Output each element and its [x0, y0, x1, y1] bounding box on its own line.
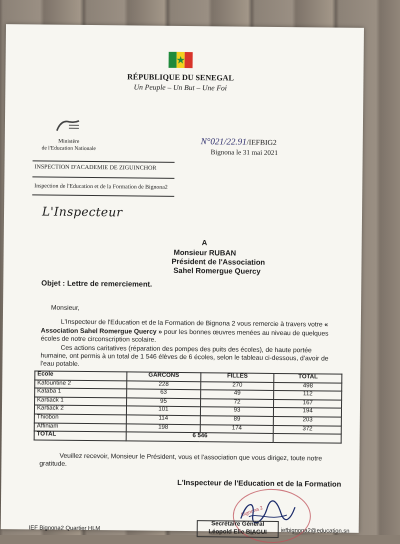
cell-garcons: 114 [126, 415, 200, 424]
star-icon [177, 56, 185, 64]
cell-total: 167 [274, 399, 342, 408]
paragraph-1-end: pour les bonnes œuvres menées au niveau de quelques écoles de notre circonscription scolaire. [40, 328, 329, 344]
salutation: Monsieur, [51, 304, 80, 312]
recipient-name: Monsieur RUBAN [173, 247, 237, 258]
recipient-title: Président de l'Association [171, 256, 266, 267]
signatory-title: L'Inspecteur de l'Education et de la Formation [177, 477, 342, 489]
col-ecole: Ecole [35, 371, 127, 381]
cell-garcons: 95 [127, 398, 201, 407]
cell-filles: 93 [200, 407, 274, 416]
ief-name: Inspection de l'Education et de la Formation de Bignona2 [34, 183, 168, 191]
col-total: TOTAL [274, 373, 342, 382]
cell-filles: 174 [200, 424, 274, 433]
cell-filles: 89 [200, 416, 274, 425]
date-line: Bignona le 31 mai 2021 [210, 148, 278, 157]
recipient-a: A [201, 238, 208, 248]
reference-suffix: /IEFBIG2 [246, 137, 277, 147]
footer-email: iefbignona2@education.sn [280, 528, 350, 535]
cell-total: 194 [274, 408, 342, 417]
closing-text: Veuillez recevoir, Monsieur le Président, vous et l'association que vous dirigez, toute notre gratitude. [39, 452, 323, 469]
secretary-title: Secrétaire Général [211, 521, 265, 528]
cell-total: 112 [274, 391, 342, 400]
col-garcons: GARCONS [127, 372, 201, 381]
cell-garcons: 228 [127, 381, 201, 390]
secretary-name: Léopold Elie BIAGUI [208, 528, 267, 536]
secretary-box [197, 520, 279, 538]
divider [33, 160, 175, 162]
paragraph-1 [41, 319, 341, 347]
senegal-flag-icon [169, 52, 193, 68]
divider [32, 176, 174, 178]
students-table [34, 370, 343, 443]
cell-ecole: Kartiack 2 [34, 405, 126, 415]
cell-ecole: Kataba 1 [35, 388, 127, 398]
ministry-line1: Ministère [58, 138, 80, 145]
cell-ecole: Thiobon [34, 414, 126, 424]
letter-page [1, 24, 364, 536]
ministry-name [37, 138, 101, 153]
cell-garcons: 101 [127, 406, 201, 415]
ministry-line2: de l'Education Nationale [41, 145, 96, 153]
cell-total: 372 [274, 425, 342, 434]
cell-filles: 72 [200, 398, 274, 407]
reference [201, 136, 277, 147]
footer-address: IEF Bignona2 Quartier HLM [28, 525, 101, 533]
paragraph-2: Ces actions caritatives (réparation des pompes des puits des écoles), de haute portée humaine, ont permis à un total de 1 546 élèves de 6 écoles, selon le tableau ci-dessous, d'avoir de l'eau potable. [40, 344, 329, 369]
cell-total: 203 [274, 416, 342, 425]
republic-title: RÉPUBLIQUE DU SENEGAL [127, 72, 234, 83]
cell-filles: 270 [200, 381, 274, 390]
cell-ecole: Affiniam [34, 423, 126, 433]
col-filles: FILLES [201, 373, 275, 382]
author-heading: L'Inspecteur [41, 204, 123, 220]
paragraph-1-start: L'Inspecteur de l'Education et de la Formation de Bignona 2 vous remercie à travers votre [60, 319, 325, 329]
cell-garcons: 198 [126, 423, 200, 432]
reference-number: N°021/22.91 [200, 136, 247, 147]
total-label: TOTAL [34, 431, 126, 441]
letter-body [40, 305, 341, 373]
ministry-logo-icon [53, 119, 83, 133]
cell-total: 498 [274, 382, 342, 391]
recipient-association: Sahel Romergue Quercy [173, 265, 261, 276]
cell-ecole: Kartiack 1 [35, 397, 127, 407]
divider [32, 194, 174, 196]
closing [39, 453, 339, 473]
national-motto: Un Peuple – Un But – Une Foi [133, 82, 227, 93]
table-total-row [34, 431, 341, 443]
subject-line: Objet : Lettre de remerciement. [41, 278, 153, 289]
total-value: 6 546 [126, 432, 273, 442]
cell-filles: 49 [200, 390, 274, 399]
cell-garcons: 63 [127, 389, 201, 398]
association-name: « Association Sahel Romergue Quercy » [40, 321, 329, 336]
academy-name: INSPECTION D'ACADEMIE DE ZIGUINCHOR [34, 164, 157, 172]
total-empty [274, 434, 342, 443]
stamp-text: Bignona 2 [240, 505, 264, 519]
cell-ecole: Kafountine 2 [35, 380, 127, 390]
